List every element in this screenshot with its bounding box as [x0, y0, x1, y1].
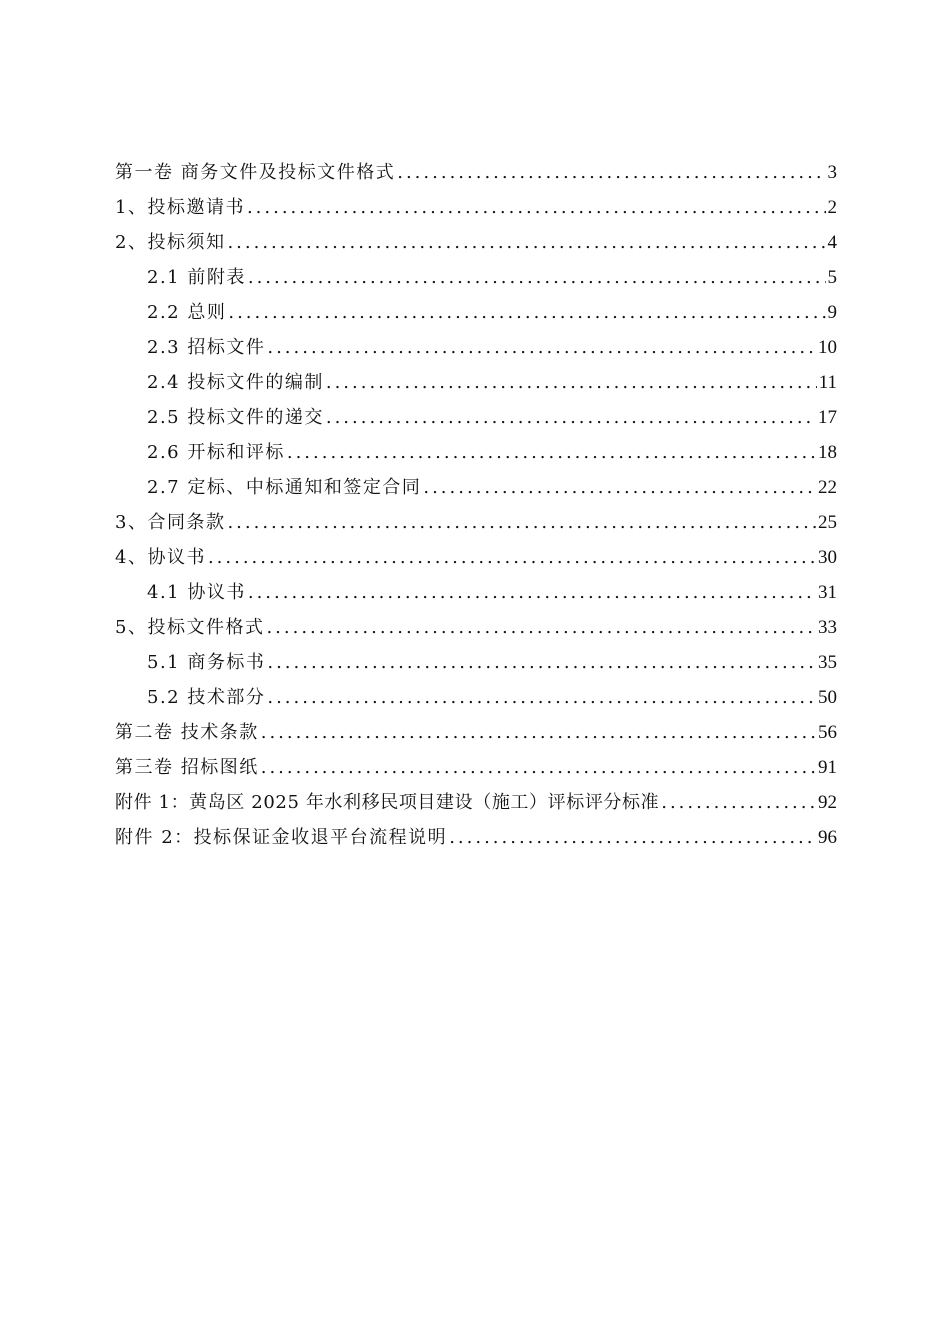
toc-entry-page: 91: [818, 757, 837, 778]
toc-subentry[interactable]: [115, 680, 837, 715]
toc-entry-title: 2.1 前附表: [147, 267, 246, 288]
toc-dot-leader: [248, 260, 826, 295]
toc-dot-leader: [208, 540, 816, 575]
toc-subentry[interactable]: [115, 400, 837, 435]
toc-dot-leader: [267, 330, 816, 365]
toc-dot-leader: [326, 365, 817, 400]
toc-entry-page: 11: [818, 372, 837, 393]
toc-entry-page: 50: [818, 687, 837, 708]
toc-entry-page: 35: [818, 652, 837, 673]
toc-subentry[interactable]: [115, 575, 837, 610]
toc-subentry[interactable]: [115, 645, 837, 680]
toc-dot-leader: [423, 470, 816, 505]
toc-subentry[interactable]: [115, 330, 837, 365]
toc-entry-title: 2.3 招标文件: [147, 337, 266, 358]
toc-entry-title: 2.6 开标和评标: [147, 442, 285, 463]
toc-entry-title: 2.2 总则: [147, 302, 227, 323]
toc-entry-page: 25: [818, 512, 837, 533]
toc-dot-leader: [261, 750, 816, 785]
toc-dot-leader: [228, 295, 825, 330]
toc-entry-title: 附件 1：黄岛区 2025 年水利移民项目建设（施工）评标评分标准: [115, 792, 660, 813]
toc-entry-page: 18: [818, 442, 837, 463]
toc-entry-title: 2.4 投标文件的编制: [147, 372, 324, 393]
toc-entry-page: 4: [827, 232, 837, 253]
toc-dot-leader: [287, 435, 816, 470]
toc-entry-title: 2、投标须知: [115, 232, 226, 253]
toc-entry-page: 3: [827, 162, 837, 183]
toc-entry-title: 2.5 投标文件的递交: [147, 407, 324, 428]
toc-entry-title: 附件 2：投标保证金收退平台流程说明: [115, 827, 448, 848]
toc-entry-title: 5、投标文件格式: [115, 617, 265, 638]
toc-entry-page: 9: [827, 302, 837, 323]
toc-dot-leader: [267, 680, 816, 715]
toc-entry[interactable]: [115, 225, 837, 260]
toc-entry[interactable]: [115, 190, 837, 225]
toc-entry-page: 10: [818, 337, 837, 358]
toc-entry-page: 5: [827, 267, 837, 288]
toc-entry[interactable]: [115, 750, 837, 785]
toc-subentry[interactable]: [115, 470, 837, 505]
toc-entry[interactable]: [115, 155, 837, 190]
toc-entry[interactable]: [115, 820, 837, 855]
toc-entry-title: 第一卷 商务文件及投标文件格式: [115, 162, 396, 183]
toc-entry-title: 5.2 技术部分: [147, 687, 266, 708]
toc-subentry[interactable]: [115, 435, 837, 470]
toc-entry[interactable]: [115, 610, 837, 645]
toc-entry-page: 22: [818, 477, 837, 498]
toc-entry-title: 1、投标邀请书: [115, 197, 245, 218]
toc-dot-leader: [266, 610, 816, 645]
toc-entry-title: 3、合同条款: [115, 512, 226, 533]
toc-subentry[interactable]: [115, 365, 837, 400]
toc-entry-page: 30: [818, 547, 837, 568]
toc-entry-title: 第二卷 技术条款: [115, 722, 259, 743]
toc-subentry[interactable]: [115, 295, 837, 330]
toc-entry-page: 17: [818, 407, 837, 428]
toc-entry-title: 2.7 定标、中标通知和签定合同: [147, 477, 422, 498]
toc-dot-leader: [247, 190, 826, 225]
toc-entry-title: 4、协议书: [115, 547, 206, 568]
toc-entry-title: 4.1 协议书: [147, 582, 246, 603]
toc-entry[interactable]: [115, 505, 837, 540]
toc-dot-leader: [248, 575, 816, 610]
toc-entry[interactable]: [115, 715, 837, 750]
toc-entry-page: 92: [818, 792, 837, 813]
toc-dot-leader: [261, 715, 816, 750]
toc-subentry[interactable]: [115, 260, 837, 295]
toc-entry-page: 2: [827, 197, 837, 218]
toc-entry[interactable]: [115, 540, 837, 575]
toc-dot-leader: [227, 505, 816, 540]
table-of-contents: [115, 155, 837, 855]
toc-dot-leader: [661, 785, 816, 820]
toc-dot-leader: [227, 225, 825, 260]
toc-dot-leader: [397, 155, 825, 190]
toc-entry-title: 5.1 商务标书: [147, 652, 266, 673]
toc-entry-page: 33: [818, 617, 837, 638]
toc-entry-page: 56: [818, 722, 837, 743]
toc-dot-leader: [326, 400, 816, 435]
toc-entry-title: 第三卷 招标图纸: [115, 757, 259, 778]
toc-entry[interactable]: [115, 785, 837, 820]
toc-entry-page: 31: [818, 582, 837, 603]
toc-entry-page: 96: [818, 827, 837, 848]
toc-dot-leader: [267, 645, 816, 680]
toc-dot-leader: [449, 820, 816, 855]
